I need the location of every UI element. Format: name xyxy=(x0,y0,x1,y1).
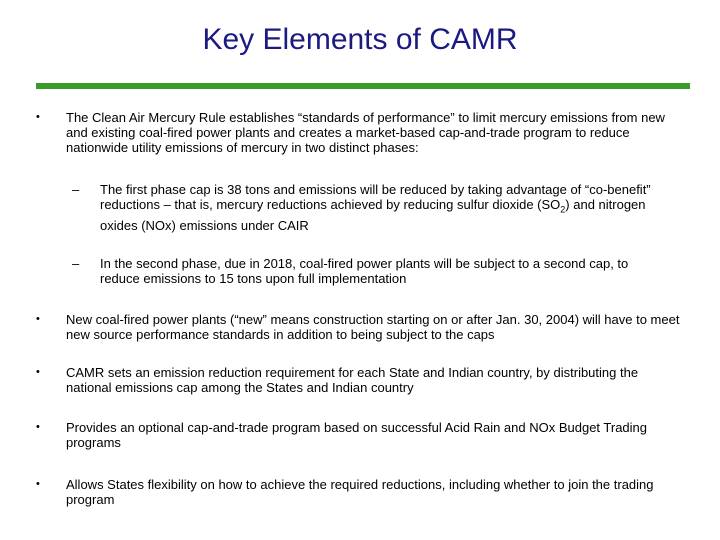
sub-bullet-marker: – xyxy=(72,182,80,197)
bullet-marker: • xyxy=(36,366,40,378)
sub-bullet-text xyxy=(100,182,670,233)
bullet-marker: • xyxy=(36,478,40,490)
subscript: 2 xyxy=(560,204,566,215)
bullet-text: Provides an optional cap-and-trade program based on successful Acid Rain and NOx Budget Trading programs xyxy=(66,420,648,450)
bullet-text: New coal-fired power plants (“new” means construction starting on or after Jan. 30, 2004) will have to meet new source performance standards in addition to being subject to the caps xyxy=(66,312,680,342)
slide-title: Key Elements of CAMR xyxy=(202,23,518,56)
bullet-marker: • xyxy=(36,111,40,123)
bullet-marker: • xyxy=(36,421,40,433)
title-divider xyxy=(36,83,690,89)
bullet-text: Allows States flexibility on how to achieve the required reductions, including whether to join the trading program xyxy=(66,477,654,507)
sub-bullet-text: In the second phase, due in 2018, coal-fired power plants will be subject to a second cap, to reduce emissions to 15 tons upon full implementation xyxy=(100,256,629,286)
bullet-text: CAMR sets an emission reduction requirement for each State and Indian country, by distributing the national emissions cap among the States and Indian country xyxy=(66,365,639,395)
bullet-marker: • xyxy=(36,313,40,325)
bullet-text: The Clean Air Mercury Rule establishes “standards of performance” to limit mercury emissions from new and existing coal-fired power plants and creates a market-based cap-and-trade program to reduce nationwide utility emissions of mercury in two distinct phases: xyxy=(66,110,665,155)
sub-bullet-text-part: The first phase cap is 38 tons and emissions will be reduced by taking advantage of “co-benefit” reductions – that is, mercury reductions achieved by reducing sulfur dioxide (SO xyxy=(100,182,651,212)
sub-bullet-marker: – xyxy=(72,256,80,271)
sub-bullet-text-part: ) and nitrogen oxides (NOx) emissions under CAIR xyxy=(100,197,646,233)
